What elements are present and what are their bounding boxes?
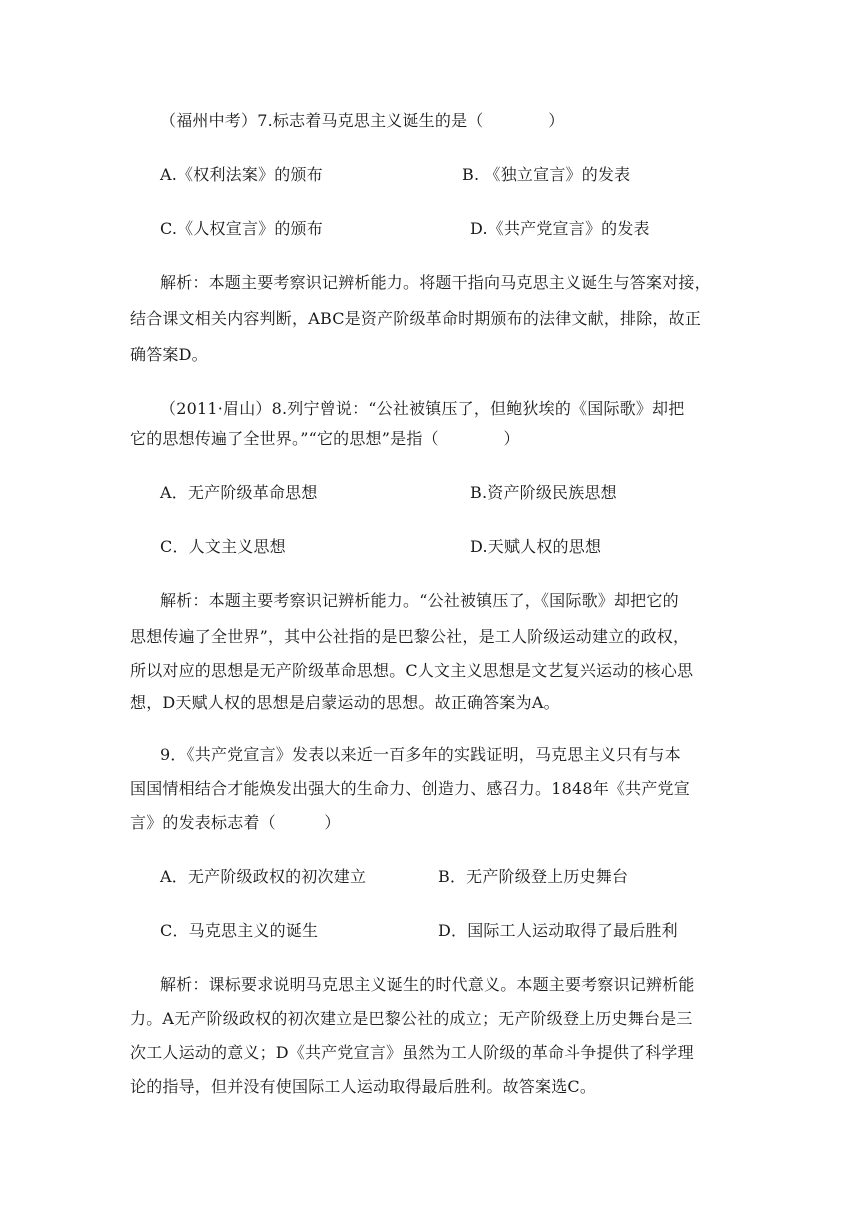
question-9-stem-line-3: 言》的发表标志着（ ） xyxy=(130,813,341,832)
question-8-analysis-line-4: 想，D天赋人权的思想是启蒙运动的思想。故正确答案为A。 xyxy=(130,693,560,712)
question-7-option-d: D.《共产党宣言》的发表 xyxy=(470,219,650,238)
question-8-analysis-line-2: 思想传遍了全世界”，其中公社指的是巴黎公社，是工人阶级运动建立的政权， xyxy=(130,627,690,646)
question-9-analysis-line-1: 解析：课标要求说明马克思主义诞生的时代意义。本题主要考察识记辨析能 xyxy=(160,975,695,994)
question-9-analysis-line-4: 论的指导，但并没有使国际工人运动取得最后胜利。故答案选C。 xyxy=(130,1077,597,1096)
question-9-option-c: C．马克思主义的诞生 xyxy=(160,921,319,940)
question-9-analysis-line-3: 次工人运动的意义；D《共产党宣言》虽然为工人阶级的革命斗争提供了科学理 xyxy=(130,1043,694,1062)
question-7-analysis-line-3: 确答案D。 xyxy=(130,345,208,364)
question-7-option-c: C.《人权宣言》的颁布 xyxy=(160,219,323,238)
question-8-option-c: C．人文主义思想 xyxy=(160,537,286,556)
question-8-option-d: D.天赋人权的思想 xyxy=(470,537,602,556)
question-7-stem: （福州中考）7.标志着马克思主义诞生的是（ ） xyxy=(160,111,565,130)
question-9-option-d: D．国际工人运动取得了最后胜利 xyxy=(438,921,678,940)
question-7-analysis-line-2: 结合课文相关内容判断，ABC是资产阶级革命时期颁布的法律文献，排除，故正 xyxy=(130,309,702,328)
question-9-analysis-line-2: 力。A无产阶级政权的初次建立是巴黎公社的成立；无产阶级登上历史舞台是三 xyxy=(130,1009,693,1028)
question-8-option-a: A．无产阶级革命思想 xyxy=(160,483,318,502)
question-8-analysis-line-3: 所以对应的思想是无产阶级革命思想。C人文主义思想是文艺复兴运动的核心思 xyxy=(130,661,694,680)
question-7-option-b: B. 《独立宣言》的发表 xyxy=(462,165,631,184)
question-8-stem-line-2: 它的思想传遍了全世界。”“它的思想”是指（ ） xyxy=(130,429,520,448)
question-9-stem-line-2: 国国情相结合才能焕发出强大的生命力、创造力、感召力。1848年《共产党宣 xyxy=(130,779,690,798)
question-9-option-a: A．无产阶级政权的初次建立 xyxy=(160,867,367,886)
question-9-option-b: B．无产阶级登上历史舞台 xyxy=(438,867,629,886)
question-7-option-a: A.《权利法案》的颁布 xyxy=(160,165,323,184)
question-7-analysis-line-1: 解析：本题主要考察识记辨析能力。将题干指向马克思主义诞生与答案对接， xyxy=(160,273,711,292)
question-9-stem-line-1: 9．《共产党宣言》发表以来近一百多年的实践证明，马克思主义只有与本 xyxy=(160,745,681,764)
question-8-option-b: B.资产阶级民族思想 xyxy=(470,483,617,502)
question-8-analysis-line-1: 解析：本题主要考察识记辨析能力。“公社被镇压了，《国际歌》却把它的 xyxy=(160,591,679,610)
question-8-stem-line-1: （2011·眉山）8.列宁曾说：“公社被镇压了，但鲍狄埃的《国际歌》却把 xyxy=(160,399,685,418)
